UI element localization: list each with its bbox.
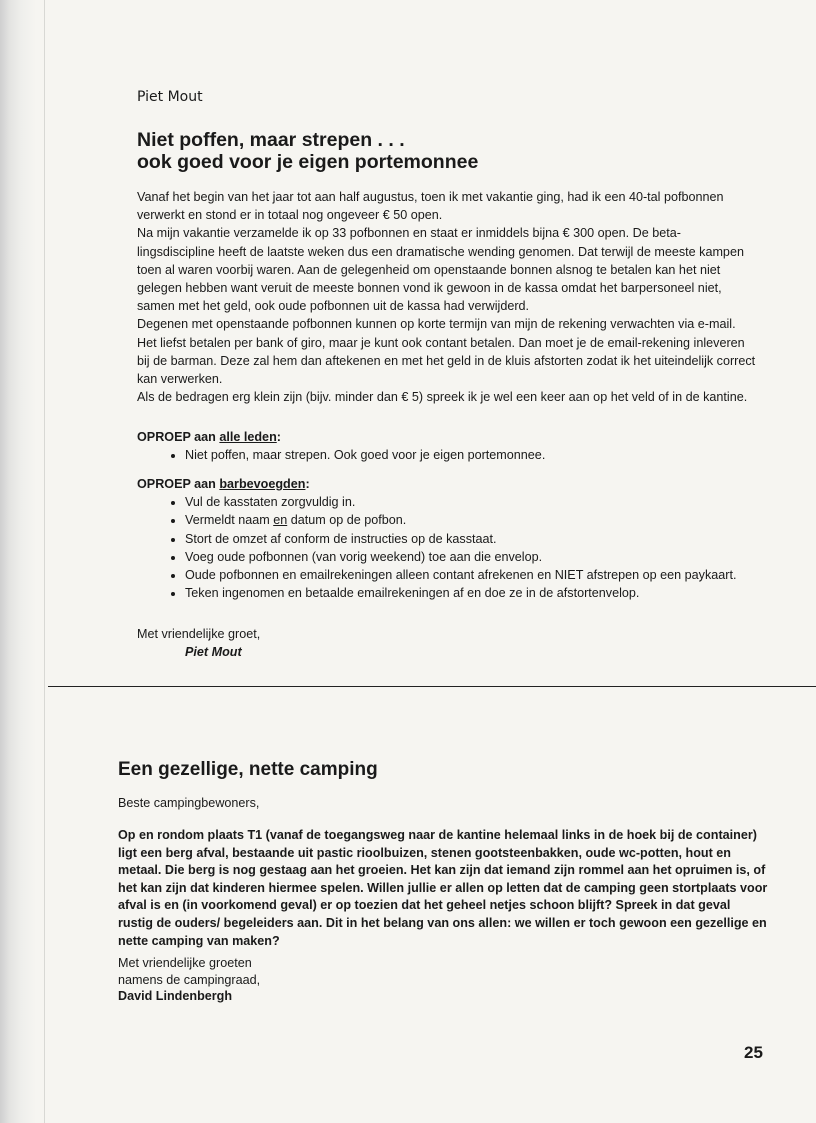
closing-line: namens de campingraad, [118,972,261,987]
article2-body: Op en rondom plaats T1 (vanaf de toegangsweg naar de kantine helemaal links in de hoek bij de container) ligt een berg afval, bestaande uit pastic rioolbuizen, stenen gootsteenbakken, oude wc-potten, hout en metaal. Die berg is nog gestaag aan het groeien. Het kan zijn dat iemand zijn rommel aan het opruimen is, of het kan zijn dat kinderen hiermee spelen. Willen jullie er allen op letten dat de camping geen stortplaats voor afval is en (in voorkomend geval) er op toezien dat het geheel netjes schoon blijft? Spreek in dat geval rustig de ouders/ begeleiders aan. Dit in het belang van ons allen: we willen er toch gewoon een gezellige en nette camping van maken? [118,828,768,948]
oproep-heading: OPROEP aan alle leden: [137,430,281,444]
article-body [137,188,757,406]
paragraph: Als de bedragen erg klein zijn (bijv. minder dan € 5) spreek ik je wel een keer aan op het veld of in de kantine. [137,390,748,405]
page-number: 25 [744,1043,763,1062]
paragraph: Vanaf het begin van het jaar tot aan half augustus, toen ik met vakantie ging, had ik een 40-tal pofbonnen verwerkt en stond er in totaal nog ongeveer € 50 open. [137,190,724,223]
article-author: Piet Mout [137,89,203,105]
list-item: • Stort de omzet af conform de instructies op de kasstaat. [185,530,757,548]
list-item: • Teken ingenomen en betaalde emailrekeningen af en doe ze in de afstortenvelop. [185,584,757,602]
oproep-target: barbevoegden [219,477,306,491]
list-item: • Niet poffen, maar strepen. Ook goed voor je eigen portemonnee. [185,446,757,464]
article2-closing [118,955,260,1005]
paragraph: Na mijn vakantie verzamelde ik op 33 pofbonnen en staat er inmiddels bijna € 300 open. De beta-lingsdiscipline heeft de laatste weken dus een dramatische wending genomen. Dat terwijl de meeste kampen toen al waren voorbij waren. Aan de gelegenheid om openstaande bonnen alsnog te betalen kan het niet gelegen hebben want veruit de meeste bonnen vond ik gewoon in de kassa omdat het barpersoneel niet, samen met het geld, ook oude pofbonnen uit de kassa had verwijderd. [137,226,744,314]
section-divider [48,686,816,687]
closing-name: David Lindenbergh [118,989,233,1003]
article2-title: Een gezellige, nette camping [118,759,378,780]
article-signoff [137,625,260,661]
headline-line-2: ook goed voor je eigen portemonnee [137,151,479,173]
oproep-alle-leden [137,428,757,464]
list-item: • Voeg oude pofbonnen (van vorig weekend) toe aan die envelop. [185,548,757,566]
list-item: • Oude pofbonnen en emailrekeningen alleen contant afrekenen en NIET afstrepen op een paykaart. [185,566,757,584]
oproep-list [137,446,757,464]
paragraph: Het liefst betalen per bank of giro, maar je kunt ook contant betalen. Dan moet je de email-rekening inleveren bij de barman. Deze zal hem dan aftekenen en met het geld in de kluis afstorten zodat ik het uiteindelijk correct kan verwerken. [137,335,756,387]
signoff-line: Met vriendelijke groet, [137,627,261,641]
oproep-list [137,493,757,602]
closing-line: Met vriendelijke groeten [118,956,252,970]
signoff-name: Piet Mout [185,645,242,659]
list-item: • Vermeldt naam en datum op de pofbon. [185,511,757,529]
oproep-target: alle leden [219,430,277,444]
oproep-barbevoegden [137,475,757,602]
article2-greeting: Beste campingbewoners, [118,796,260,810]
article-headline [137,129,478,173]
list-item: • Vul de kasstaten zorgvuldig in. [185,493,757,511]
oproep-heading: OPROEP aan barbevoegden: [137,477,310,491]
paragraph: Degenen met openstaande pofbonnen kunnen op korte termijn van mijn de rekening verwachten via e-mail. [137,317,736,332]
headline-line-1: Niet poffen, maar strepen . . . [137,129,405,151]
